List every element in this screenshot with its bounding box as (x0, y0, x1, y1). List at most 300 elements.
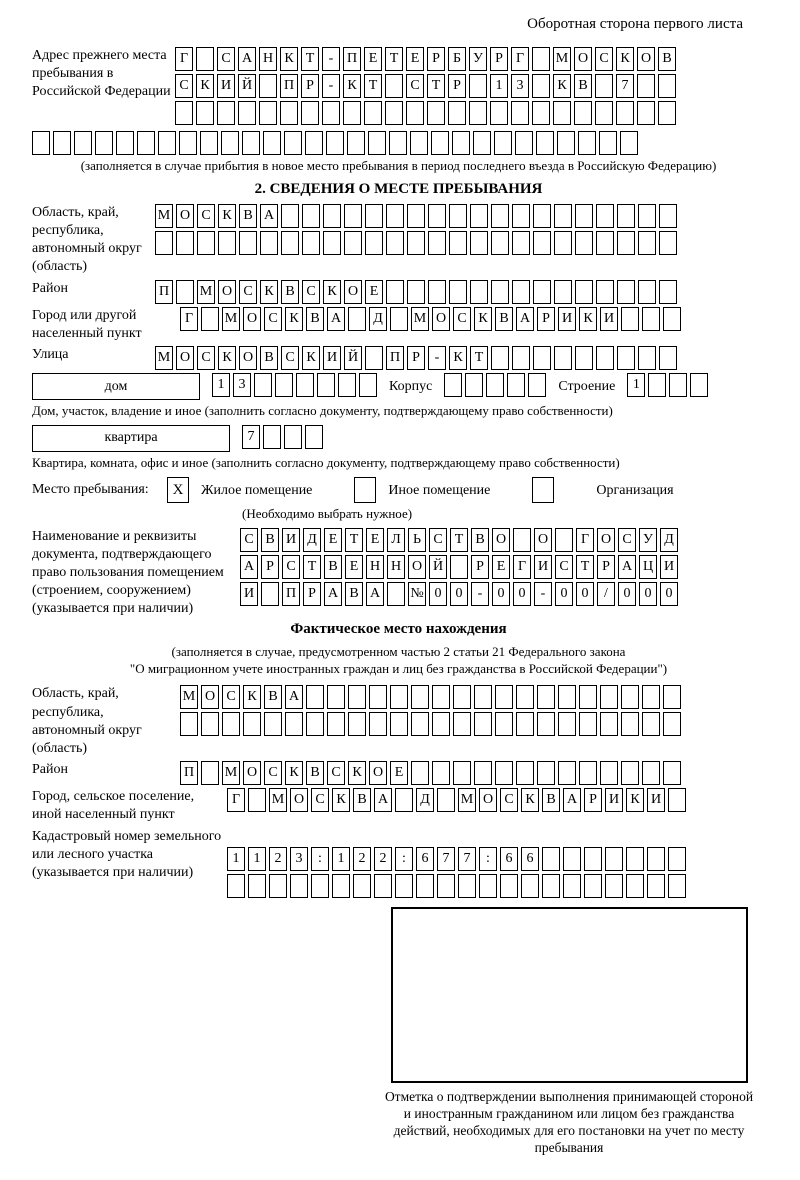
char-cell[interactable] (495, 685, 513, 709)
char-cell[interactable] (668, 847, 686, 871)
char-cell[interactable]: 0 (618, 582, 636, 606)
char-cell[interactable] (302, 204, 320, 228)
char-cell[interactable]: Е (324, 528, 342, 552)
char-cell[interactable] (533, 280, 551, 304)
char-cell[interactable] (155, 231, 173, 255)
char-cell[interactable]: А (260, 204, 278, 228)
char-cell[interactable]: В (345, 582, 363, 606)
char-cell[interactable] (280, 101, 298, 125)
char-cell[interactable] (344, 204, 362, 228)
char-cell[interactable]: Й (429, 555, 447, 579)
char-cell[interactable]: 0 (576, 582, 594, 606)
char-cell[interactable] (411, 761, 429, 785)
char-cell[interactable] (469, 74, 487, 98)
char-cell[interactable] (575, 231, 593, 255)
char-cell[interactable]: С (264, 307, 282, 331)
char-cell[interactable]: Е (345, 555, 363, 579)
char-cell[interactable] (386, 231, 404, 255)
char-cell[interactable] (201, 307, 219, 331)
char-cell[interactable] (495, 761, 513, 785)
char-cell[interactable]: В (239, 204, 257, 228)
char-cell[interactable]: О (344, 280, 362, 304)
char-cell[interactable]: Д (660, 528, 678, 552)
char-cell[interactable]: К (196, 74, 214, 98)
char-cell[interactable]: О (479, 788, 497, 812)
char-cell[interactable] (261, 582, 279, 606)
char-cell[interactable] (263, 131, 281, 155)
char-cell[interactable] (453, 712, 471, 736)
char-cell[interactable]: С (239, 280, 257, 304)
char-cell[interactable] (248, 788, 266, 812)
char-cell[interactable] (259, 74, 277, 98)
char-cell[interactable] (158, 131, 176, 155)
char-cell[interactable] (53, 131, 71, 155)
char-cell[interactable] (659, 280, 677, 304)
char-cell[interactable] (218, 231, 236, 255)
char-cell[interactable] (453, 761, 471, 785)
char-cell[interactable] (453, 685, 471, 709)
other-premises-checkbox[interactable] (354, 477, 376, 503)
char-cell[interactable]: 7 (616, 74, 634, 98)
char-cell[interactable]: П (282, 582, 300, 606)
char-cell[interactable]: 1 (248, 847, 266, 871)
char-cell[interactable] (458, 874, 476, 898)
char-cell[interactable] (395, 874, 413, 898)
char-cell[interactable]: 0 (492, 582, 510, 606)
char-cell[interactable] (197, 231, 215, 255)
char-cell[interactable] (275, 373, 293, 397)
char-cell[interactable]: С (281, 346, 299, 370)
char-cell[interactable] (347, 131, 365, 155)
char-cell[interactable]: Г (175, 47, 193, 71)
char-cell[interactable]: М (411, 307, 429, 331)
char-cell[interactable] (365, 231, 383, 255)
char-cell[interactable] (410, 131, 428, 155)
char-cell[interactable] (596, 231, 614, 255)
char-cell[interactable] (557, 131, 575, 155)
char-cell[interactable] (369, 712, 387, 736)
char-cell[interactable]: В (471, 528, 489, 552)
char-cell[interactable]: Т (450, 528, 468, 552)
char-cell[interactable] (390, 307, 408, 331)
char-cell[interactable]: Й (238, 74, 256, 98)
char-cell[interactable] (437, 874, 455, 898)
char-cell[interactable]: Р (597, 555, 615, 579)
char-cell[interactable]: К (332, 788, 350, 812)
char-cell[interactable]: В (324, 555, 342, 579)
char-cell[interactable] (281, 231, 299, 255)
char-cell[interactable]: К (280, 47, 298, 71)
char-cell[interactable] (512, 204, 530, 228)
char-cell[interactable]: Н (387, 555, 405, 579)
char-cell[interactable]: О (432, 307, 450, 331)
char-cell[interactable]: Р (490, 47, 508, 71)
char-cell[interactable] (558, 761, 576, 785)
char-cell[interactable] (448, 101, 466, 125)
char-cell[interactable]: 6 (500, 847, 518, 871)
char-cell[interactable]: Ь (408, 528, 426, 552)
char-cell[interactable]: О (201, 685, 219, 709)
char-cell[interactable]: Р (537, 307, 555, 331)
char-cell[interactable] (659, 204, 677, 228)
char-cell[interactable]: И (534, 555, 552, 579)
char-cell[interactable] (532, 47, 550, 71)
char-cell[interactable] (575, 280, 593, 304)
char-cell[interactable]: В (542, 788, 560, 812)
char-cell[interactable] (302, 231, 320, 255)
char-cell[interactable] (369, 685, 387, 709)
char-cell[interactable] (390, 685, 408, 709)
char-cell[interactable]: С (282, 555, 300, 579)
char-cell[interactable] (512, 346, 530, 370)
char-cell[interactable] (428, 204, 446, 228)
char-cell[interactable] (512, 280, 530, 304)
char-cell[interactable] (374, 874, 392, 898)
char-cell[interactable] (343, 101, 361, 125)
char-cell[interactable] (658, 101, 676, 125)
char-cell[interactable] (574, 101, 592, 125)
char-cell[interactable]: И (605, 788, 623, 812)
char-cell[interactable] (332, 874, 350, 898)
char-cell[interactable] (638, 204, 656, 228)
char-cell[interactable] (533, 231, 551, 255)
char-cell[interactable] (563, 847, 581, 871)
char-cell[interactable]: 0 (639, 582, 657, 606)
char-cell[interactable] (306, 685, 324, 709)
char-cell[interactable] (537, 685, 555, 709)
char-cell[interactable]: К (260, 280, 278, 304)
char-cell[interactable]: М (155, 204, 173, 228)
char-cell[interactable]: Г (511, 47, 529, 71)
char-cell[interactable] (554, 231, 572, 255)
char-cell[interactable]: К (218, 204, 236, 228)
char-cell[interactable]: - (428, 346, 446, 370)
char-cell[interactable] (495, 712, 513, 736)
char-cell[interactable] (621, 685, 639, 709)
char-cell[interactable] (95, 131, 113, 155)
char-cell[interactable] (452, 131, 470, 155)
char-cell[interactable]: Р (448, 74, 466, 98)
char-cell[interactable]: А (285, 685, 303, 709)
char-cell[interactable] (432, 685, 450, 709)
char-cell[interactable]: Т (301, 47, 319, 71)
char-cell[interactable] (239, 231, 257, 255)
char-cell[interactable]: 1 (212, 373, 230, 397)
char-cell[interactable]: 7 (458, 847, 476, 871)
char-cell[interactable]: Е (390, 761, 408, 785)
char-cell[interactable]: К (616, 47, 634, 71)
char-cell[interactable]: С (327, 761, 345, 785)
char-cell[interactable] (595, 74, 613, 98)
char-cell[interactable] (200, 131, 218, 155)
char-cell[interactable] (558, 712, 576, 736)
char-cell[interactable] (474, 685, 492, 709)
char-cell[interactable] (617, 231, 635, 255)
char-cell[interactable] (626, 847, 644, 871)
char-cell[interactable] (479, 874, 497, 898)
char-cell[interactable] (537, 761, 555, 785)
char-cell[interactable]: В (281, 280, 299, 304)
char-cell[interactable]: 0 (660, 582, 678, 606)
char-cell[interactable]: 3 (511, 74, 529, 98)
char-cell[interactable] (554, 204, 572, 228)
char-cell[interactable]: И (217, 74, 235, 98)
char-cell[interactable] (490, 101, 508, 125)
char-cell[interactable] (638, 280, 656, 304)
char-cell[interactable] (348, 685, 366, 709)
char-cell[interactable]: О (637, 47, 655, 71)
char-cell[interactable]: / (597, 582, 615, 606)
char-cell[interactable]: М (553, 47, 571, 71)
char-cell[interactable] (243, 712, 261, 736)
char-cell[interactable] (407, 204, 425, 228)
char-cell[interactable]: М (222, 307, 240, 331)
char-cell[interactable]: : (395, 847, 413, 871)
char-cell[interactable]: И (600, 307, 618, 331)
char-cell[interactable] (196, 101, 214, 125)
char-cell[interactable]: И (323, 346, 341, 370)
char-cell[interactable] (180, 712, 198, 736)
char-cell[interactable] (217, 101, 235, 125)
char-cell[interactable]: - (322, 47, 340, 71)
char-cell[interactable] (470, 204, 488, 228)
char-cell[interactable] (542, 847, 560, 871)
char-cell[interactable]: П (343, 47, 361, 71)
char-cell[interactable] (648, 373, 666, 397)
char-cell[interactable] (137, 131, 155, 155)
char-cell[interactable] (494, 131, 512, 155)
char-cell[interactable] (470, 231, 488, 255)
char-cell[interactable] (637, 101, 655, 125)
char-cell[interactable] (638, 346, 656, 370)
char-cell[interactable] (491, 346, 509, 370)
char-cell[interactable] (387, 582, 405, 606)
char-cell[interactable]: К (449, 346, 467, 370)
char-cell[interactable]: М (458, 788, 476, 812)
char-cell[interactable] (327, 685, 345, 709)
char-cell[interactable]: И (558, 307, 576, 331)
char-cell[interactable] (600, 761, 618, 785)
char-cell[interactable]: 0 (429, 582, 447, 606)
residential-checkbox[interactable]: X (167, 477, 189, 503)
char-cell[interactable]: С (302, 280, 320, 304)
char-cell[interactable] (513, 528, 531, 552)
char-cell[interactable]: Е (365, 280, 383, 304)
char-cell[interactable]: С (175, 74, 193, 98)
char-cell[interactable]: - (471, 582, 489, 606)
char-cell[interactable]: 7 (437, 847, 455, 871)
organization-checkbox[interactable] (532, 477, 554, 503)
char-cell[interactable]: П (280, 74, 298, 98)
char-cell[interactable]: - (322, 74, 340, 98)
char-cell[interactable]: М (180, 685, 198, 709)
char-cell[interactable]: К (348, 761, 366, 785)
char-cell[interactable] (301, 101, 319, 125)
char-cell[interactable] (533, 346, 551, 370)
confirmation-mark-box[interactable] (391, 907, 748, 1083)
char-cell[interactable]: И (660, 555, 678, 579)
char-cell[interactable]: 6 (521, 847, 539, 871)
char-cell[interactable] (596, 280, 614, 304)
char-cell[interactable] (411, 712, 429, 736)
char-cell[interactable] (521, 874, 539, 898)
char-cell[interactable]: О (243, 761, 261, 785)
char-cell[interactable]: Т (364, 74, 382, 98)
char-cell[interactable] (621, 761, 639, 785)
char-cell[interactable] (385, 74, 403, 98)
char-cell[interactable]: Л (387, 528, 405, 552)
char-cell[interactable] (473, 131, 491, 155)
char-cell[interactable]: У (469, 47, 487, 71)
char-cell[interactable] (201, 712, 219, 736)
char-cell[interactable] (532, 101, 550, 125)
char-cell[interactable] (238, 101, 256, 125)
char-cell[interactable]: К (521, 788, 539, 812)
char-cell[interactable] (344, 231, 362, 255)
char-cell[interactable] (323, 204, 341, 228)
char-cell[interactable]: А (618, 555, 636, 579)
char-cell[interactable] (575, 346, 593, 370)
char-cell[interactable] (658, 74, 676, 98)
char-cell[interactable] (227, 874, 245, 898)
char-cell[interactable] (663, 761, 681, 785)
char-cell[interactable] (385, 101, 403, 125)
char-cell[interactable] (221, 131, 239, 155)
char-cell[interactable] (323, 231, 341, 255)
char-cell[interactable] (449, 280, 467, 304)
char-cell[interactable] (507, 373, 525, 397)
char-cell[interactable] (432, 761, 450, 785)
char-cell[interactable]: О (574, 47, 592, 71)
char-cell[interactable]: М (197, 280, 215, 304)
char-cell[interactable] (617, 204, 635, 228)
char-cell[interactable]: 1 (490, 74, 508, 98)
char-cell[interactable]: Б (448, 47, 466, 71)
char-cell[interactable]: А (374, 788, 392, 812)
char-cell[interactable] (284, 425, 302, 449)
char-cell[interactable] (621, 712, 639, 736)
char-cell[interactable]: С (197, 346, 215, 370)
char-cell[interactable]: А (327, 307, 345, 331)
char-cell[interactable]: С (222, 685, 240, 709)
char-cell[interactable] (32, 131, 50, 155)
char-cell[interactable]: С (618, 528, 636, 552)
char-cell[interactable] (305, 131, 323, 155)
char-cell[interactable] (474, 761, 492, 785)
char-cell[interactable] (264, 712, 282, 736)
char-cell[interactable]: 2 (353, 847, 371, 871)
char-cell[interactable]: Д (369, 307, 387, 331)
char-cell[interactable] (260, 231, 278, 255)
char-cell[interactable]: Г (576, 528, 594, 552)
char-cell[interactable] (516, 685, 534, 709)
char-cell[interactable] (486, 373, 504, 397)
char-cell[interactable]: С (406, 74, 424, 98)
char-cell[interactable]: Е (492, 555, 510, 579)
char-cell[interactable]: 0 (513, 582, 531, 606)
char-cell[interactable] (511, 101, 529, 125)
char-cell[interactable]: Р (261, 555, 279, 579)
char-cell[interactable]: А (324, 582, 342, 606)
char-cell[interactable] (395, 788, 413, 812)
char-cell[interactable] (74, 131, 92, 155)
char-cell[interactable] (579, 712, 597, 736)
char-cell[interactable] (338, 373, 356, 397)
char-cell[interactable] (600, 685, 618, 709)
char-cell[interactable] (411, 685, 429, 709)
char-cell[interactable]: Д (303, 528, 321, 552)
char-cell[interactable] (416, 874, 434, 898)
char-cell[interactable]: Н (259, 47, 277, 71)
char-cell[interactable]: Р (427, 47, 445, 71)
char-cell[interactable] (690, 373, 708, 397)
char-cell[interactable]: В (261, 528, 279, 552)
char-cell[interactable] (555, 528, 573, 552)
char-cell[interactable]: А (563, 788, 581, 812)
char-cell[interactable]: О (243, 307, 261, 331)
char-cell[interactable]: Е (366, 528, 384, 552)
char-cell[interactable] (390, 712, 408, 736)
char-cell[interactable]: К (553, 74, 571, 98)
char-cell[interactable] (263, 425, 281, 449)
char-cell[interactable] (563, 874, 581, 898)
char-cell[interactable] (642, 712, 660, 736)
char-cell[interactable] (659, 231, 677, 255)
char-cell[interactable]: Т (576, 555, 594, 579)
char-cell[interactable] (368, 131, 386, 155)
char-cell[interactable] (528, 373, 546, 397)
char-cell[interactable]: В (574, 74, 592, 98)
char-cell[interactable] (647, 874, 665, 898)
char-cell[interactable]: С (555, 555, 573, 579)
char-cell[interactable] (386, 280, 404, 304)
char-cell[interactable]: В (353, 788, 371, 812)
char-cell[interactable] (605, 847, 623, 871)
char-cell[interactable]: Т (470, 346, 488, 370)
char-cell[interactable] (512, 231, 530, 255)
char-cell[interactable] (659, 346, 677, 370)
char-cell[interactable]: Д (416, 788, 434, 812)
char-cell[interactable] (554, 280, 572, 304)
char-cell[interactable] (248, 874, 266, 898)
char-cell[interactable]: С (264, 761, 282, 785)
char-cell[interactable]: И (647, 788, 665, 812)
char-cell[interactable]: К (243, 685, 261, 709)
char-cell[interactable]: М (222, 761, 240, 785)
char-cell[interactable]: О (597, 528, 615, 552)
char-cell[interactable] (554, 346, 572, 370)
char-cell[interactable]: С (240, 528, 258, 552)
char-cell[interactable]: 0 (450, 582, 468, 606)
char-cell[interactable]: Е (364, 47, 382, 71)
char-cell[interactable] (386, 204, 404, 228)
char-cell[interactable] (617, 280, 635, 304)
char-cell[interactable]: 2 (269, 847, 287, 871)
char-cell[interactable] (579, 761, 597, 785)
char-cell[interactable] (284, 131, 302, 155)
char-cell[interactable] (491, 231, 509, 255)
char-cell[interactable] (533, 204, 551, 228)
char-cell[interactable] (281, 204, 299, 228)
char-cell[interactable]: Т (345, 528, 363, 552)
char-cell[interactable] (465, 373, 483, 397)
char-cell[interactable] (326, 131, 344, 155)
char-cell[interactable] (553, 101, 571, 125)
char-cell[interactable] (365, 204, 383, 228)
char-cell[interactable] (431, 131, 449, 155)
char-cell[interactable] (578, 131, 596, 155)
char-cell[interactable] (116, 131, 134, 155)
